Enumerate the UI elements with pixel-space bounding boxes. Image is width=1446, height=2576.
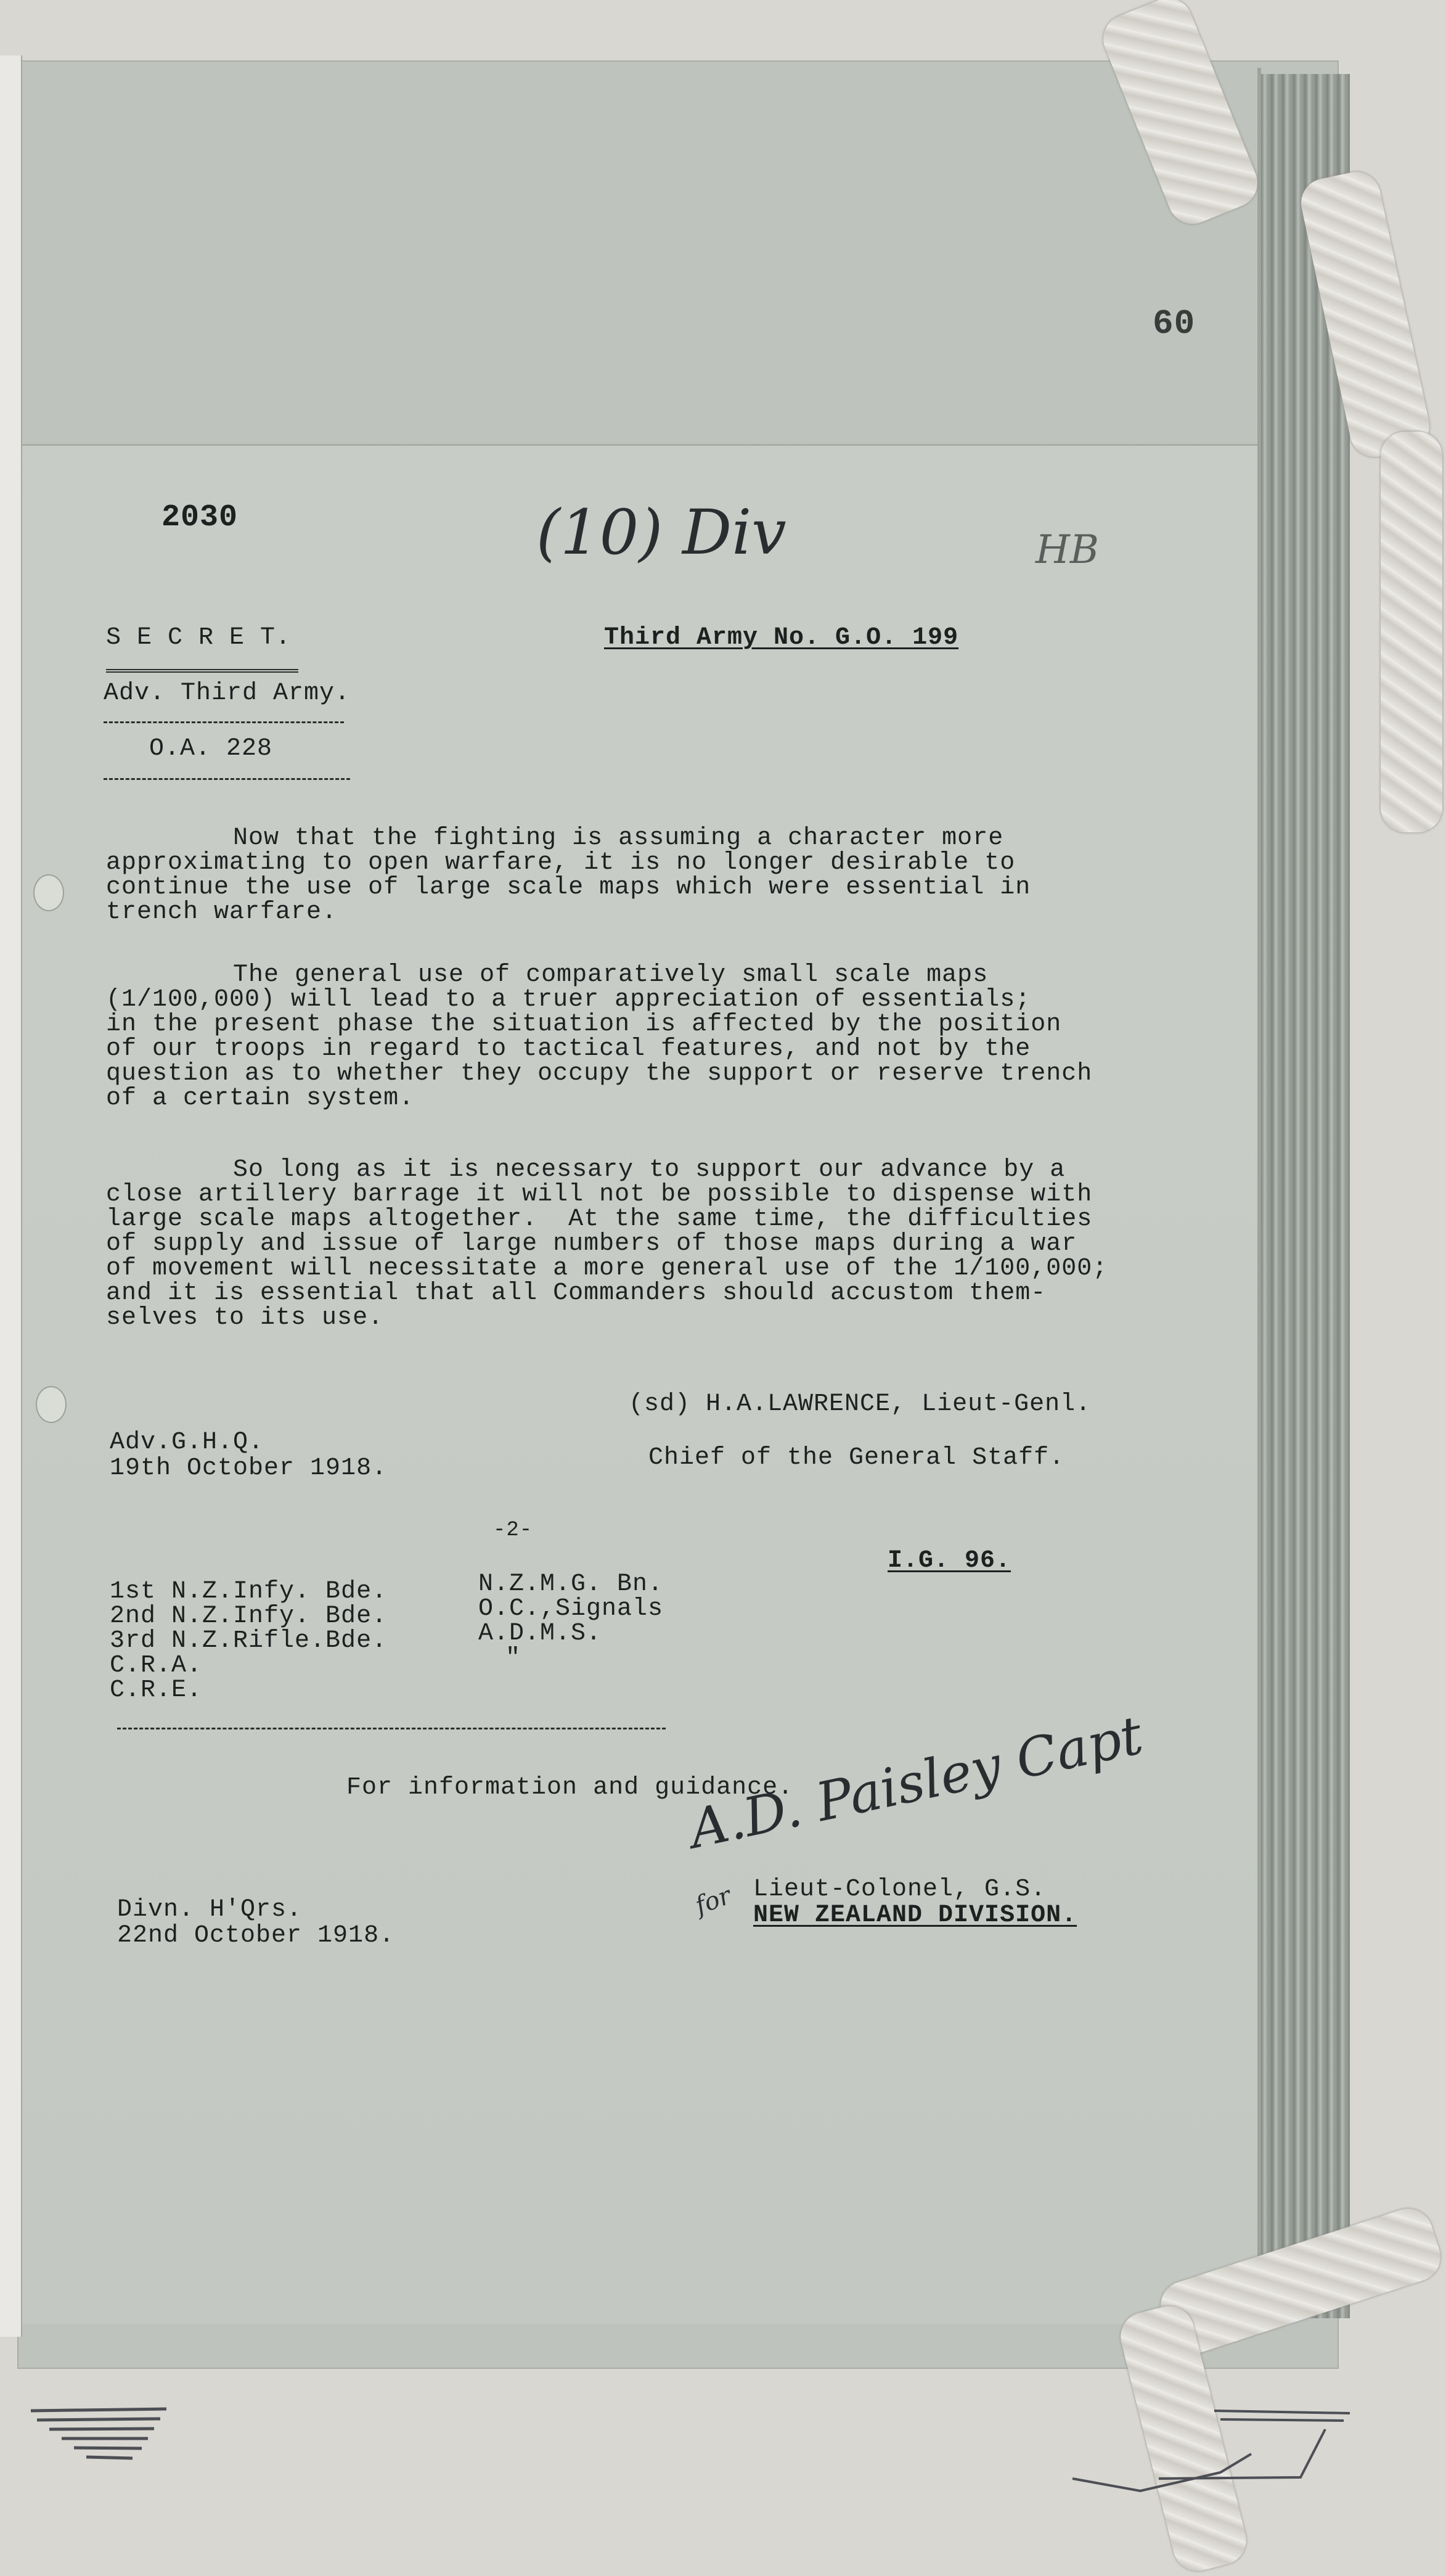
overlapping-sheet [18,68,1257,446]
dist-right-4: " [505,1644,521,1672]
handwritten-signature: A.D. Paisley Capt [684,1704,1148,1861]
punch-hole-top [33,874,64,911]
file-number: 2030 [161,500,239,535]
secret-underline [106,669,298,673]
secret-heading: S E C R E T. [106,624,292,652]
dist-left-4: C.R.A. [110,1652,203,1680]
para3-line1: So long as it is necessary to support our advance by a [233,1156,1066,1184]
para2-line3: in the present phase the situation is affected by the position [106,1011,1062,1038]
dist-left-2: 2nd N.Z.Infy. Bde. [110,1602,388,1630]
memo-signature: (sd) H.A.LAWRENCE, Lieut-Genl. [629,1390,1092,1418]
dist-left-1: 1st N.Z.Infy. Bde. [110,1578,388,1606]
handwritten-division: (10) Div [536,496,786,568]
pencil-scribble-left [25,2402,185,2469]
pencil-scribble-right [1066,2405,1362,2528]
para1-line2: approximating to open warfare, it is no longer desirable to [106,849,1016,877]
memo2-reference: I.G. 96. [888,1547,1011,1575]
binding-margin [0,55,22,2337]
signatory-unit: NEW ZEALAND DIVISION. [753,1901,1077,1929]
origin-rule [104,721,344,723]
dist-right-2: O.C.,Signals [478,1595,664,1623]
memo-reference: Third Army No. G.O. 199 [604,624,959,652]
para3-line7: selves to its use. [106,1304,384,1332]
page-marker: -2- [493,1519,533,1542]
para3-line6: and it is essential that all Commanders should accustom them- [106,1279,1047,1307]
punch-hole-bottom [36,1386,67,1423]
distribution-rule [117,1728,666,1729]
instruction: For information and guidance. [346,1774,794,1802]
handwritten-initials: HB [1035,527,1099,573]
memo-date: 19th October 1918. [110,1454,388,1482]
para2-line1: The general use of comparatively small scale maps [233,961,989,989]
para2-line2: (1/100,000) will lead to a truer appreciation of essentials; [106,986,1031,1014]
para3-line2: close artillery barrage it will not be possible to dispense with [106,1181,1093,1208]
para2-line4: of our troops in regard to tactical features, and not by the [106,1035,1031,1063]
memo-place: Adv.G.H.Q. [110,1429,264,1456]
page-edges [1257,74,1350,2318]
dist-right-3: A.D.M.S. [478,1620,602,1647]
binding-cord-right [1381,432,1442,832]
memo-origin: Adv. Third Army. [104,679,351,707]
memo2-place: Divn. H'Qrs. [117,1896,303,1924]
dist-left-3: 3rd N.Z.Rifle.Bde. [110,1627,388,1655]
dist-right-1: N.Z.M.G. Bn. [478,1570,664,1598]
para3-line4: of supply and issue of large numbers of those maps during a war [106,1230,1077,1258]
para1-line4: trench warfare. [106,898,338,926]
para3-line5: of movement will necessitate a more general use of the 1/100,000; [106,1255,1108,1282]
oa-number: O.A. 228 [149,735,273,763]
dist-left-5: C.R.E. [110,1676,203,1704]
para3-line3: large scale maps altogether. At the same time, the difficulties [106,1205,1093,1233]
para2-line6: of a certain system. [106,1085,415,1112]
sign-prefix: for [691,1881,735,1921]
para1-line1: Now that the fighting is assuming a character more [233,824,1004,852]
para1-line3: continue the use of large scale maps which were essential in [106,874,1031,901]
para2-line5: question as to whether they occupy the support or reserve trench [106,1060,1093,1088]
signatory-title: Chief of the General Staff. [648,1444,1065,1472]
page-number: 60 [1153,304,1196,343]
oa-rule [104,778,350,780]
signatory-rank: Lieut-Colonel, G.S. [753,1876,1047,1903]
memo2-date: 22nd October 1918. [117,1922,395,1950]
